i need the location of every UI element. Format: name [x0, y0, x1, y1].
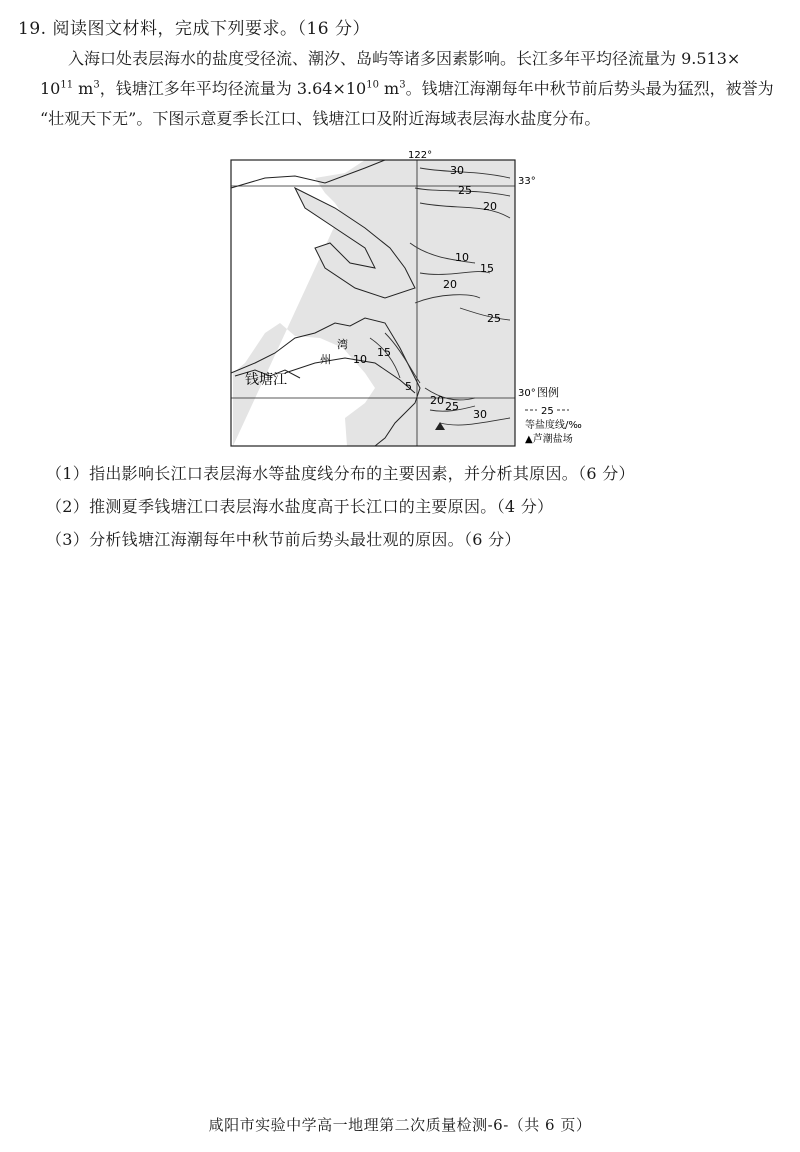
bay-label-2: 州 [320, 353, 331, 366]
label-20-n: 20 [483, 200, 497, 213]
legend-saltfield: ▲芦潮盐场 [525, 434, 573, 445]
label-20-s: 20 [430, 394, 444, 407]
sub-question-1: （1）指出影响长江口表层海水等盐度线分布的主要因素，并分析其原因。（6 分） [46, 464, 635, 483]
legend-title: 图例 [537, 386, 559, 399]
label-30-s: 30 [473, 408, 487, 421]
label-20-mid: 20 [443, 278, 457, 291]
label-25-s: 25 [445, 400, 459, 413]
label-30-n: 30 [450, 164, 464, 177]
label-25-mid: 25 [487, 312, 501, 325]
material-paragraph [40, 44, 780, 134]
lon-label: 122° [408, 150, 433, 161]
label-10: 10 [455, 251, 469, 264]
legend-isoline: 等盐度线/‰ [525, 420, 582, 431]
label-15-bay: 15 [377, 346, 391, 359]
lat-33-label: 33° [518, 176, 536, 187]
bay-label: 湾 [337, 338, 348, 351]
label-15: 15 [480, 262, 494, 275]
sub-question-3: （3）分析钱塘江海潮每年中秋节前后势头最壮观的原因。（6 分） [46, 530, 521, 549]
river-label: 钱塘江 [245, 372, 287, 388]
label-25-n: 25 [458, 184, 472, 197]
sub-question-2: （2）推测夏季钱塘江口表层海水盐度高于长江口的主要原因。（4 分） [46, 497, 554, 516]
legend-sample: 25 [541, 406, 554, 417]
lat-30-label: 30° [518, 388, 536, 399]
label-5: 5 [405, 380, 412, 393]
material-line-2: $10^{11}$ $m^3$，钱塘江多年平均径流量为 $3.64\times 10^{10}$ $m^3$。钱塘江海潮每年中秋节前后势头最为猛烈，被誉为 [40, 79, 774, 98]
label-10-bay: 10 [353, 353, 367, 366]
material-line-3: “壮观天下无”。下图示意夏季长江口、钱塘江口及附近海域表层海水盐度分布。 [40, 109, 601, 128]
page-footer: 咸阳市实验中学高一地理第二次质量检测-6-（共 6 页） [208, 1116, 592, 1134]
salinity-map [225, 148, 595, 450]
material-line-1: 入海口处表层海水的盐度受径流、潮汐、岛屿等诸多因素影响。长江多年平均径流量为 9.513× [68, 49, 741, 68]
question-title: 19. 阅读图文材料，完成下列要求。（16 分） [18, 19, 370, 39]
